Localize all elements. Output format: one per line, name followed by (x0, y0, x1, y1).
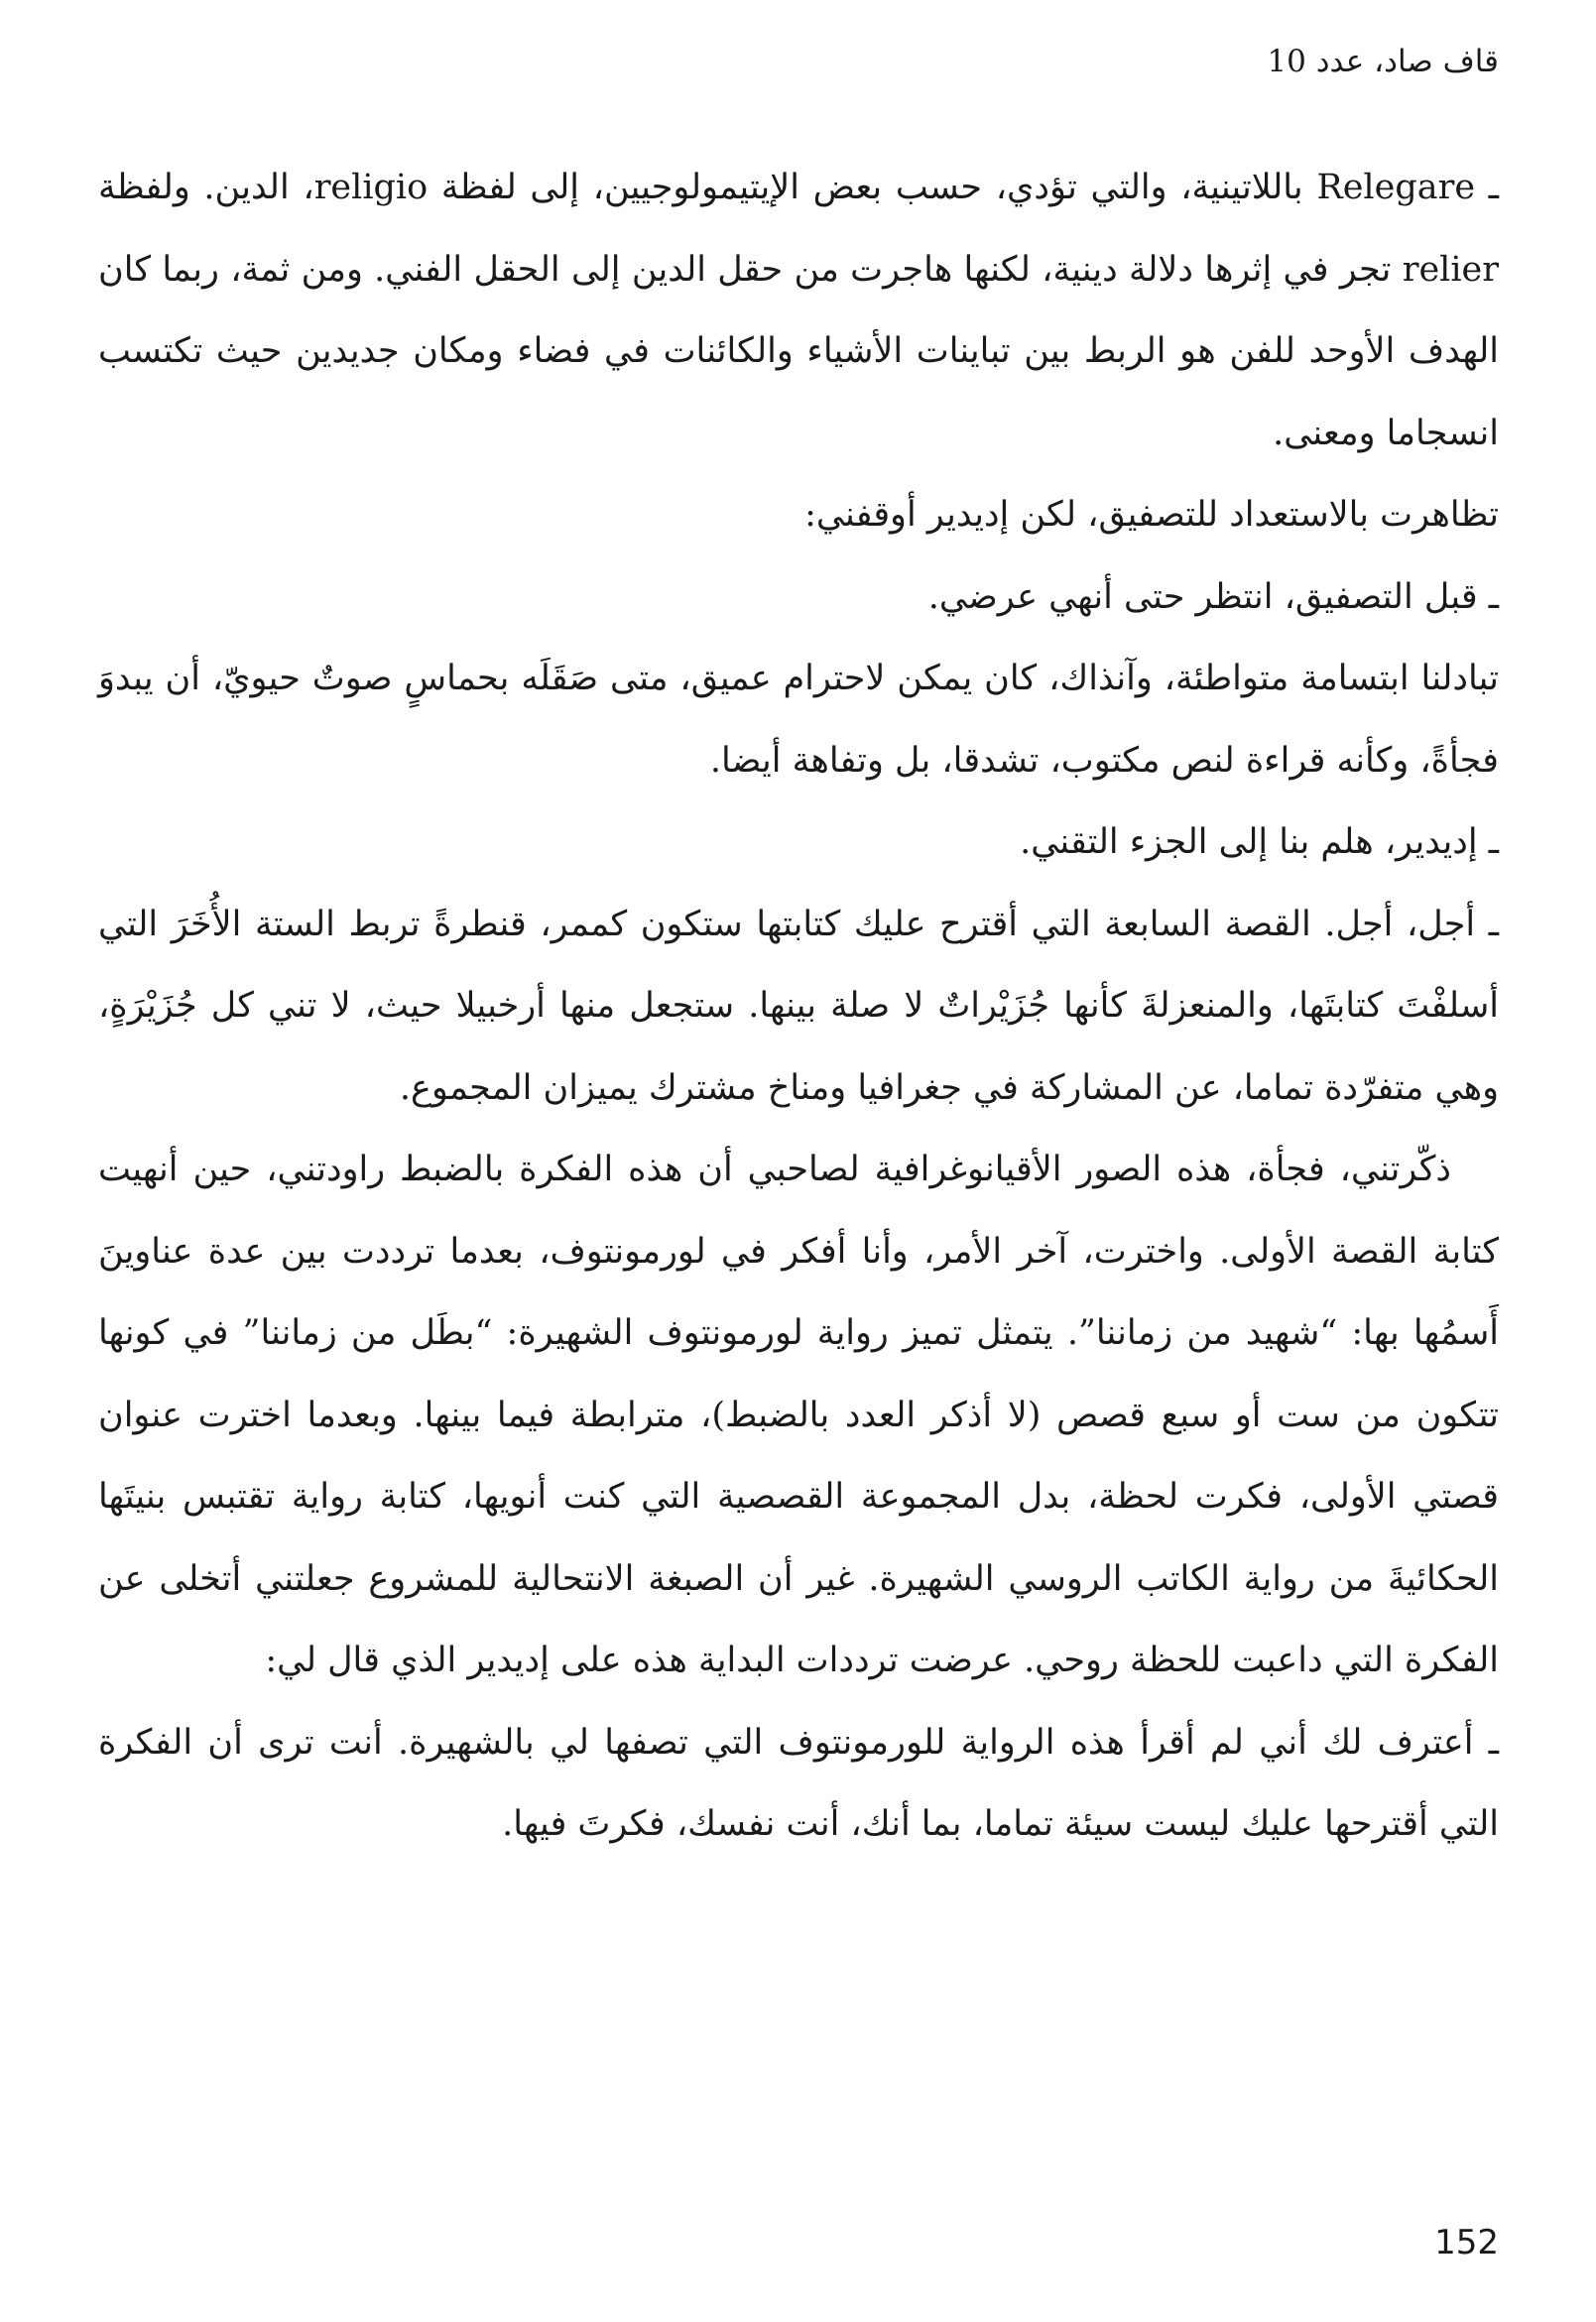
paragraph: تبادلنا ابتسامة متواطئة، وآنذاك، كان يمكن لاحترام عميق، متى صَقَلَه بحماسٍ صوتٌ حيويّ، أن يبدوَ فجأةً، وكأنه قراءة لنص مكتوب، تشدقا، بل وتفاهة أيضا. (98, 659, 1499, 781)
paragraph: ـ Relegare باللاتينية، والتي تؤدي، حسب بعض الإيتيمولوجيين، إلى لفظة religio، الدين. ولفظة relier تجر في إثرها دلالة دينية، لكنها هاجرت من حقل الدين إلى الحقل الفني. ومن ثمة، ربما كان الهدف الأوحد للفن هو الربط بين تباينات الأشياء والكائنات في فضاء ومكان جديدين حيث تكتسب انسجاما ومعنى. (98, 168, 1499, 453)
body-text (98, 147, 1499, 1866)
page-number: 152 (1434, 2223, 1499, 2262)
paragraph: تظاهرت بالاستعداد للتصفيق، لكن إديدير أوقفني: (804, 495, 1499, 535)
paragraph: ذكّرتني، فجأة، هذه الصور الأقيانوغرافية لصاحبي أن هذه الفكرة بالضبط راودتني، حين أنهيت كتابة القصة الأولى. واخترت، آخر الأمر، وأنا أفكر في لورمونتوف، بعدما ترددت بين عدة عناوينَ أَسمُها بها: “شهيد من زماننا”. يتمثل تميز رواية لورمونتوف الشهيرة: “بطَل من زماننا” في كونها تتكون من ست أو سبع قصص (لا أذكر العدد بالضبط)، مترابطة فيما بينها. وبعدما اخترت عنوان قصتي الأولى، فكرت لحظة، بدل المجموعة القصصية التي كنت أنويها، كتابة رواية تقتبس بنيتَها الحكائيةَ من رواية الكاتب الروسي الشهيرة. غير أن الصبغة الانتحالية للمشروع جعلتني أتخلى عن الفكرة التي داعبت للحظة روحي. عرضت ترددات البداية هذه على إديدير الذي قال لي: (98, 1150, 1499, 1680)
running-header: قاف صاد، عدد 10 (1267, 44, 1499, 79)
paragraph: ـ إديدير، هلم بنا إلى الجزء التقني. (1020, 822, 1499, 862)
paragraph: ـ أجل، أجل. القصة السابعة التي أقترح عليك كتابتها ستكون كممر، قنطرةً تربط الستة الأُخَرَ التي أسلفْتَ كتابتَها، والمنعزلةَ كأنها جُزَيْراتٌ لا صلة بينها. ستجعل منها أرخبيلا حيث، لا تني كل جُزَيْرَةٍ، وهي متفرّدة تماما، عن المشاركة في جغرافيا ومناخ مشترك يميزان المجموع. (98, 904, 1499, 1108)
paragraph: ـ أعترف لك أني لم أقرأ هذه الرواية للورمونتوف التي تصفها لي بالشهيرة. أنت ترى أن الفكرة التي أقترحها عليك ليست سيئة تماما، بما أنك، أنت نفسك، فكرتَ فيها. (98, 1722, 1499, 1844)
paragraph: ـ قبل التصفيق، انتظر حتى أنهي عرضي. (927, 576, 1499, 617)
